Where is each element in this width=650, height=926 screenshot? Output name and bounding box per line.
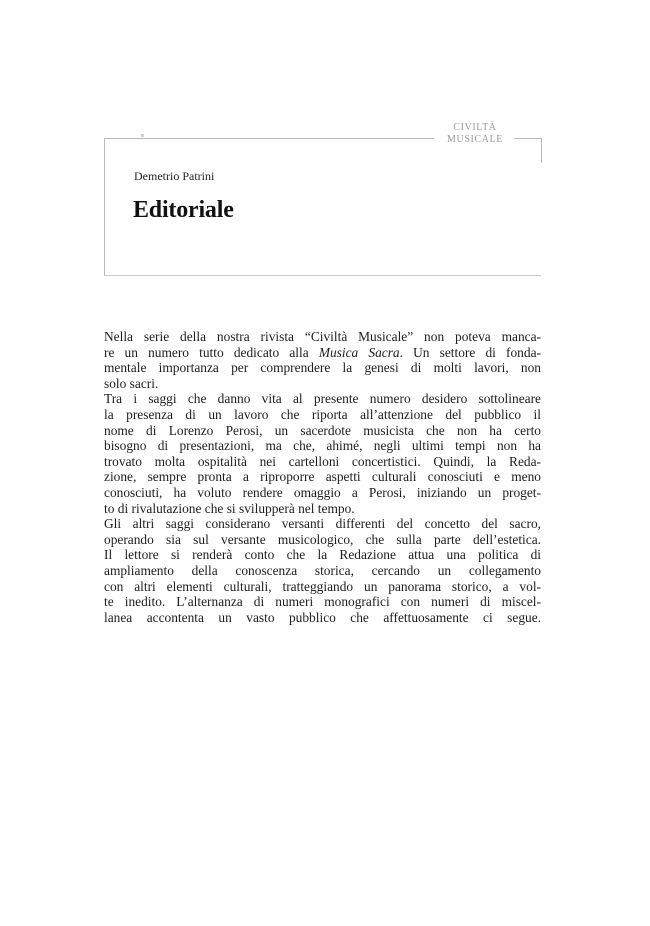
body-line: nome di Lorenzo Perosi, un sacerdote musicista che non ha certo	[104, 422, 541, 438]
body-line: Gli altri saggi considerano versanti differenti del concetto del sacro,	[104, 516, 541, 532]
body-line: Il lettore si renderà conto che la Redazione attua una politica di	[104, 547, 541, 563]
body-line: trovato molta ospitalità nei cartelloni concertistici. Quindi, la Reda-	[104, 453, 541, 469]
article-body	[104, 329, 541, 625]
body-line: con altri elementi culturali, tratteggiando un panorama storico, a vol-	[104, 578, 541, 594]
journal-logo-line-1: CIVILTÀ	[453, 122, 497, 133]
body-line: to di rivalutazione che si svilupperà nel tempo.	[104, 500, 355, 516]
body-line: Tra i saggi che danno vita al presente numero desidero sottolineare	[104, 391, 541, 407]
header-frame-left-rule	[104, 138, 105, 275]
body-line: te inedito. L’alternanza di numeri monografici con numeri di miscel-	[104, 594, 541, 610]
registration-tick	[141, 134, 144, 137]
italic-phrase: Musica Sacra	[318, 344, 400, 360]
body-line: re un numero tutto dedicato alla Musica Sacra. Un settore di fonda-	[104, 344, 541, 360]
body-line: mentale importanza per comprendere la genesi di molti lavori, non	[104, 360, 541, 376]
body-line: la presenza di un lavoro che riporta all’attenzione del pubblico il	[104, 406, 541, 422]
journal-logo-line-2: MUSICALE	[447, 134, 503, 145]
header-frame-bottom-rule	[104, 275, 541, 276]
body-line: operando sia sul versante musicologico, che sulla parte dell’estetica.	[104, 531, 541, 547]
article-title: Editoriale	[133, 197, 234, 223]
body-line: ampliamento della conoscenza storica, cercando un collegamento	[104, 562, 541, 578]
body-line: solo sacri.	[104, 375, 159, 391]
body-line: lanea accontenta un vasto pubblico che affettuosamente ci segue.	[104, 609, 541, 625]
body-line: bisogno di presentazioni, ma che, ahimé, negli ultimi tempi non ha	[104, 438, 541, 454]
body-line: Nella serie della nostra rivista “Civiltà Musicale” non poteva manca-	[104, 329, 541, 344]
header-frame-right-rule	[541, 138, 542, 163]
body-line: conosciuti, ha voluto rendere omaggio a Perosi, iniziando un proget-	[104, 484, 541, 500]
journal-logo	[434, 122, 516, 146]
header-frame-top-rule	[104, 138, 434, 139]
body-line: zione, sempre pronta a riproporre aspetti culturali conosciuti e meno	[104, 469, 541, 485]
header-frame-top-rule-right	[514, 138, 541, 139]
article-author: Demetrio Patrini	[134, 169, 215, 183]
